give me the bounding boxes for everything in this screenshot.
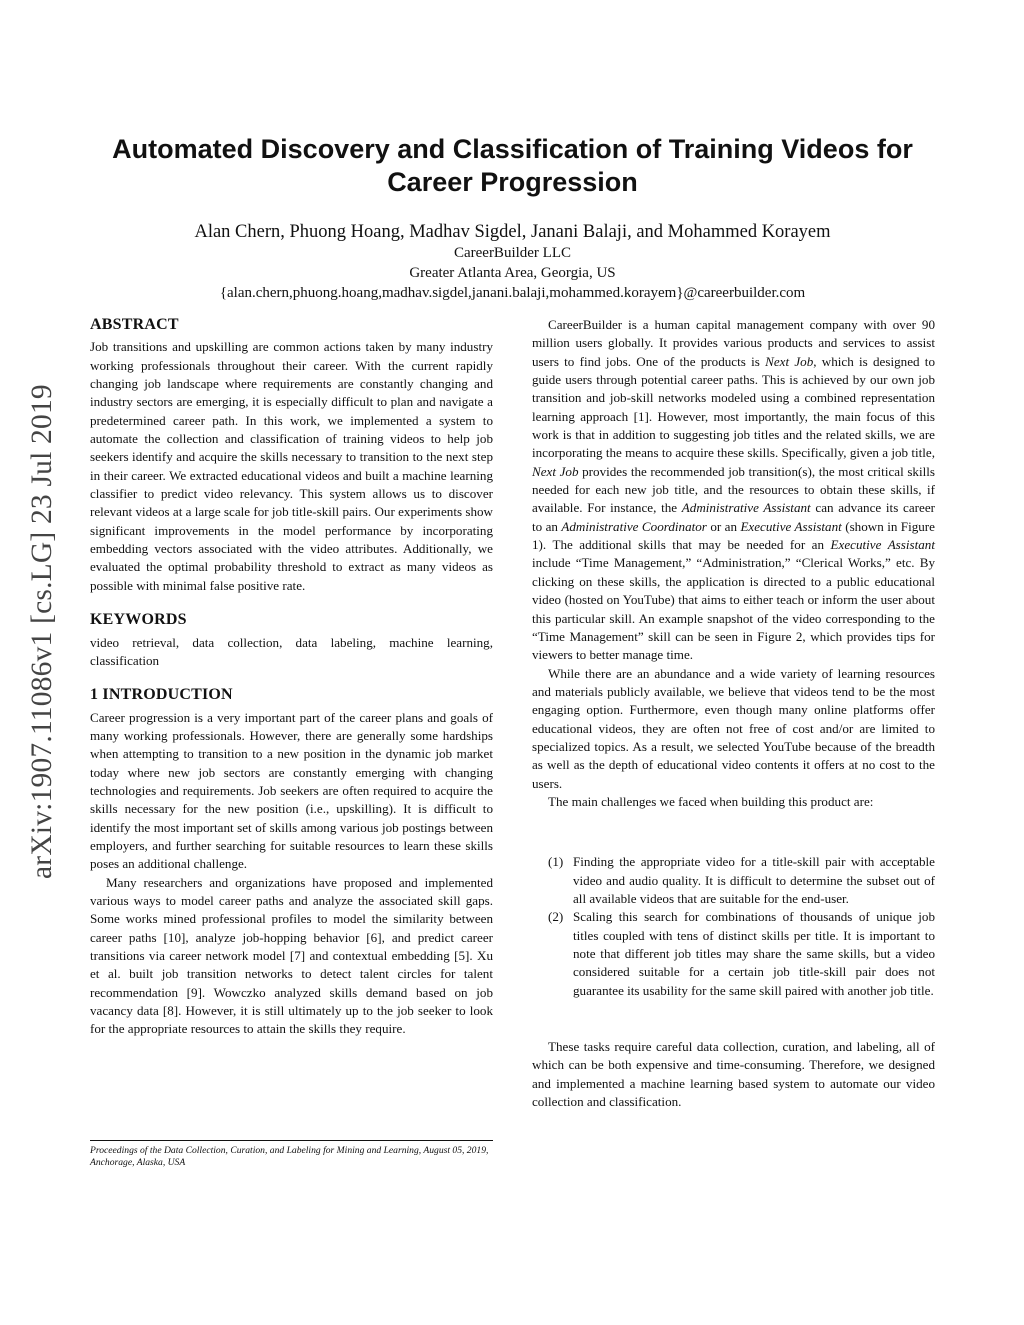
administrative-coordinator-term: Administrative Coordinator	[561, 518, 707, 534]
affiliation-org: CareerBuilder LLC	[453, 245, 572, 261]
right-paragraph-3: The main challenges we faced when building this product are:	[548, 793, 874, 809]
executive-assistant-term: Executive Assistant	[740, 518, 842, 534]
left-column	[90, 316, 493, 1039]
list-item: (2) Scaling this search for combinations of thousands of unique job titles coupled with tens of distinct skills per title. It is important to note that different job titles may share the same skills, but a video considered suitable for a certain job title-skill pair does not guarantee its usability for the same skill paired with another job title.	[548, 909, 935, 998]
title-line-1: Automated Discovery and Classification of Training Videos for	[112, 134, 913, 164]
section-introduction-heading: 1 INTRODUCTION	[90, 686, 233, 704]
executive-assistant-term: Executive Assistant	[830, 537, 935, 553]
list-item: (1) Finding the appropriate video for a title-skill pair with acceptable video and audio quality. It is difficult to determine the subset out of all available videos that are suitable for the end-user.	[548, 854, 935, 906]
right-paragraph-1: CareerBuilder is a human capital management company with over 90 million users globally. It provides various products and services to assist users to find jobs. One of the products is Next Job, which is designed to guide users through potential career paths. This is achieved by our own job transition and job-skill networks modeled using a combined representation learning approach [1]. However, most importantly, the main focus of this work is that in addition to suggesting job titles and the related skills, we are incorporating the means to acquire these skills. Specifically, given a job title, Next Job provides the recommended job transition(s), the most critical skills needed for each new job title, and the resources to obtain these skills, if available. For instance, the Administrative Assistant can advance its career to an Administrative Coordinator or an Executive Assistant (shown in Figure 1). The additional skills that may be needed for an Executive Assistant include “Time Management,” “Administration,” “Clerical Works,” etc. By clicking on these skills, the application is directed to a public educational video (hosted on YouTube) that aims to either teach or inform the user about this particular skill. An example snapshot of the video corresponding to the “Time Management” skill can be seen in Figure 2, which provides tips for viewers to better manage time.	[532, 317, 935, 663]
right-paragraph-4: These tasks require careful data collection, curation, and labeling, all of which can be both expensive and time-consuming. Therefore, we designed and implemented a machine learning based system to automate our video collection and classification.	[532, 1039, 935, 1110]
footnote-rule	[90, 1140, 493, 1141]
next-job-term: Next Job	[532, 463, 579, 479]
abstract-text: Job transitions and upskilling are common actions taken by many industry working professionals throughout their career. With the current rapidly changing job landscape where requirements are constantly changing and industry sectors are emerging, it is especially difficult to plan and navigate a predetermined career path. In this work, we implemented a system to automate the collection and classification of training videos to help job seekers identify and acquire the skills necessary to transition to the next step in their career. We extracted educational videos and built a machine learning classifier to predict video relevancy. This system allows us to discover relevant videos at a large scale for job title-skill pairs. Our experiments show significant improvements in the model performance by incorporating embedding vectors associated with the video attributes. Additionally, we evaluated the optimal probability threshold to extract as many videos as possible with minimal false positive rate.	[90, 339, 493, 593]
affiliation-block	[90, 243, 935, 303]
list-number: (1)	[548, 854, 564, 870]
list-number: (2)	[548, 909, 564, 925]
title-line-2: Career Progression	[387, 167, 638, 197]
keywords-heading: KEYWORDS	[90, 611, 187, 629]
author-list: Alan Chern, Phuong Hoang, Madhav Sigdel, Janani Balaji, and Mohammed Korayem	[194, 222, 831, 242]
author-emails: {alan.chern,phuong.hoang,madhav.sigdel,janani.balaji,mohammed.korayem}@careerbuilder.com	[219, 285, 806, 301]
right-column	[532, 316, 935, 1111]
proceedings-footnote: Proceedings of the Data Collection, Curation, and Labeling for Mining and Learning, August 05, 2019, Anchorage, Alaska, USA	[90, 1145, 489, 1168]
paper-title	[90, 133, 935, 199]
challenges-list	[532, 853, 935, 1000]
arxiv-identifier: arXiv:1907.11086v1 [cs.LG] 23 Jul 2019	[26, 384, 58, 879]
intro-paragraph-1: Career progression is a very important part of the career plans and goals of many working professionals. However, there are generally some hardships when attempting to transition to a new position in the dynamic job market today where new job sectors are constantly emerging with changing technologies and requirements. Job seekers are often required to acquire the skills necessary for the new position (i.e., upskilling). It is difficult to identify the most important set of skills among various job postings between employers, and further searching for suitable resources to learn these skills poses an additional challenge.	[90, 709, 493, 872]
right-paragraph-2: While there are an abundance and a wide variety of learning resources and materials publicly available, we believe that videos tend to be the most engaging option. Furthermore, even though many online platforms offer educational videos, they are often not free of cost and/or are limited to specialized topics. As a result, we selected YouTube because of the breadth as well as the depth of educational video contents it offers at no cost to the users.	[532, 665, 935, 791]
affiliation-location: Greater Atlanta Area, Georgia, US	[409, 265, 616, 281]
next-job-term: Next Job	[765, 353, 814, 369]
intro-paragraph-2: Many researchers and organizations have proposed and implemented various ways to model career paths and analyze the associated skill gaps. Some works mined professional profiles to model the similarity between career paths [10], analyze job-hopping behavior [6], and predict career transitions via career network model [7] and contextual embedding [5]. Xu et al. built job transition networks to detect talent circles for talent recommendation [9]. Wowczko analyzed skills demand based on job vacancy data [8]. However, it is still ultimately up to the job seeker to look for the appropriate resources to attain the skills they require.	[90, 874, 493, 1037]
abstract-heading: ABSTRACT	[90, 316, 179, 333]
administrative-assistant-term: Administrative Assistant	[681, 500, 811, 516]
keywords-text: video retrieval, data collection, data labeling, machine learning, classification	[90, 634, 493, 668]
